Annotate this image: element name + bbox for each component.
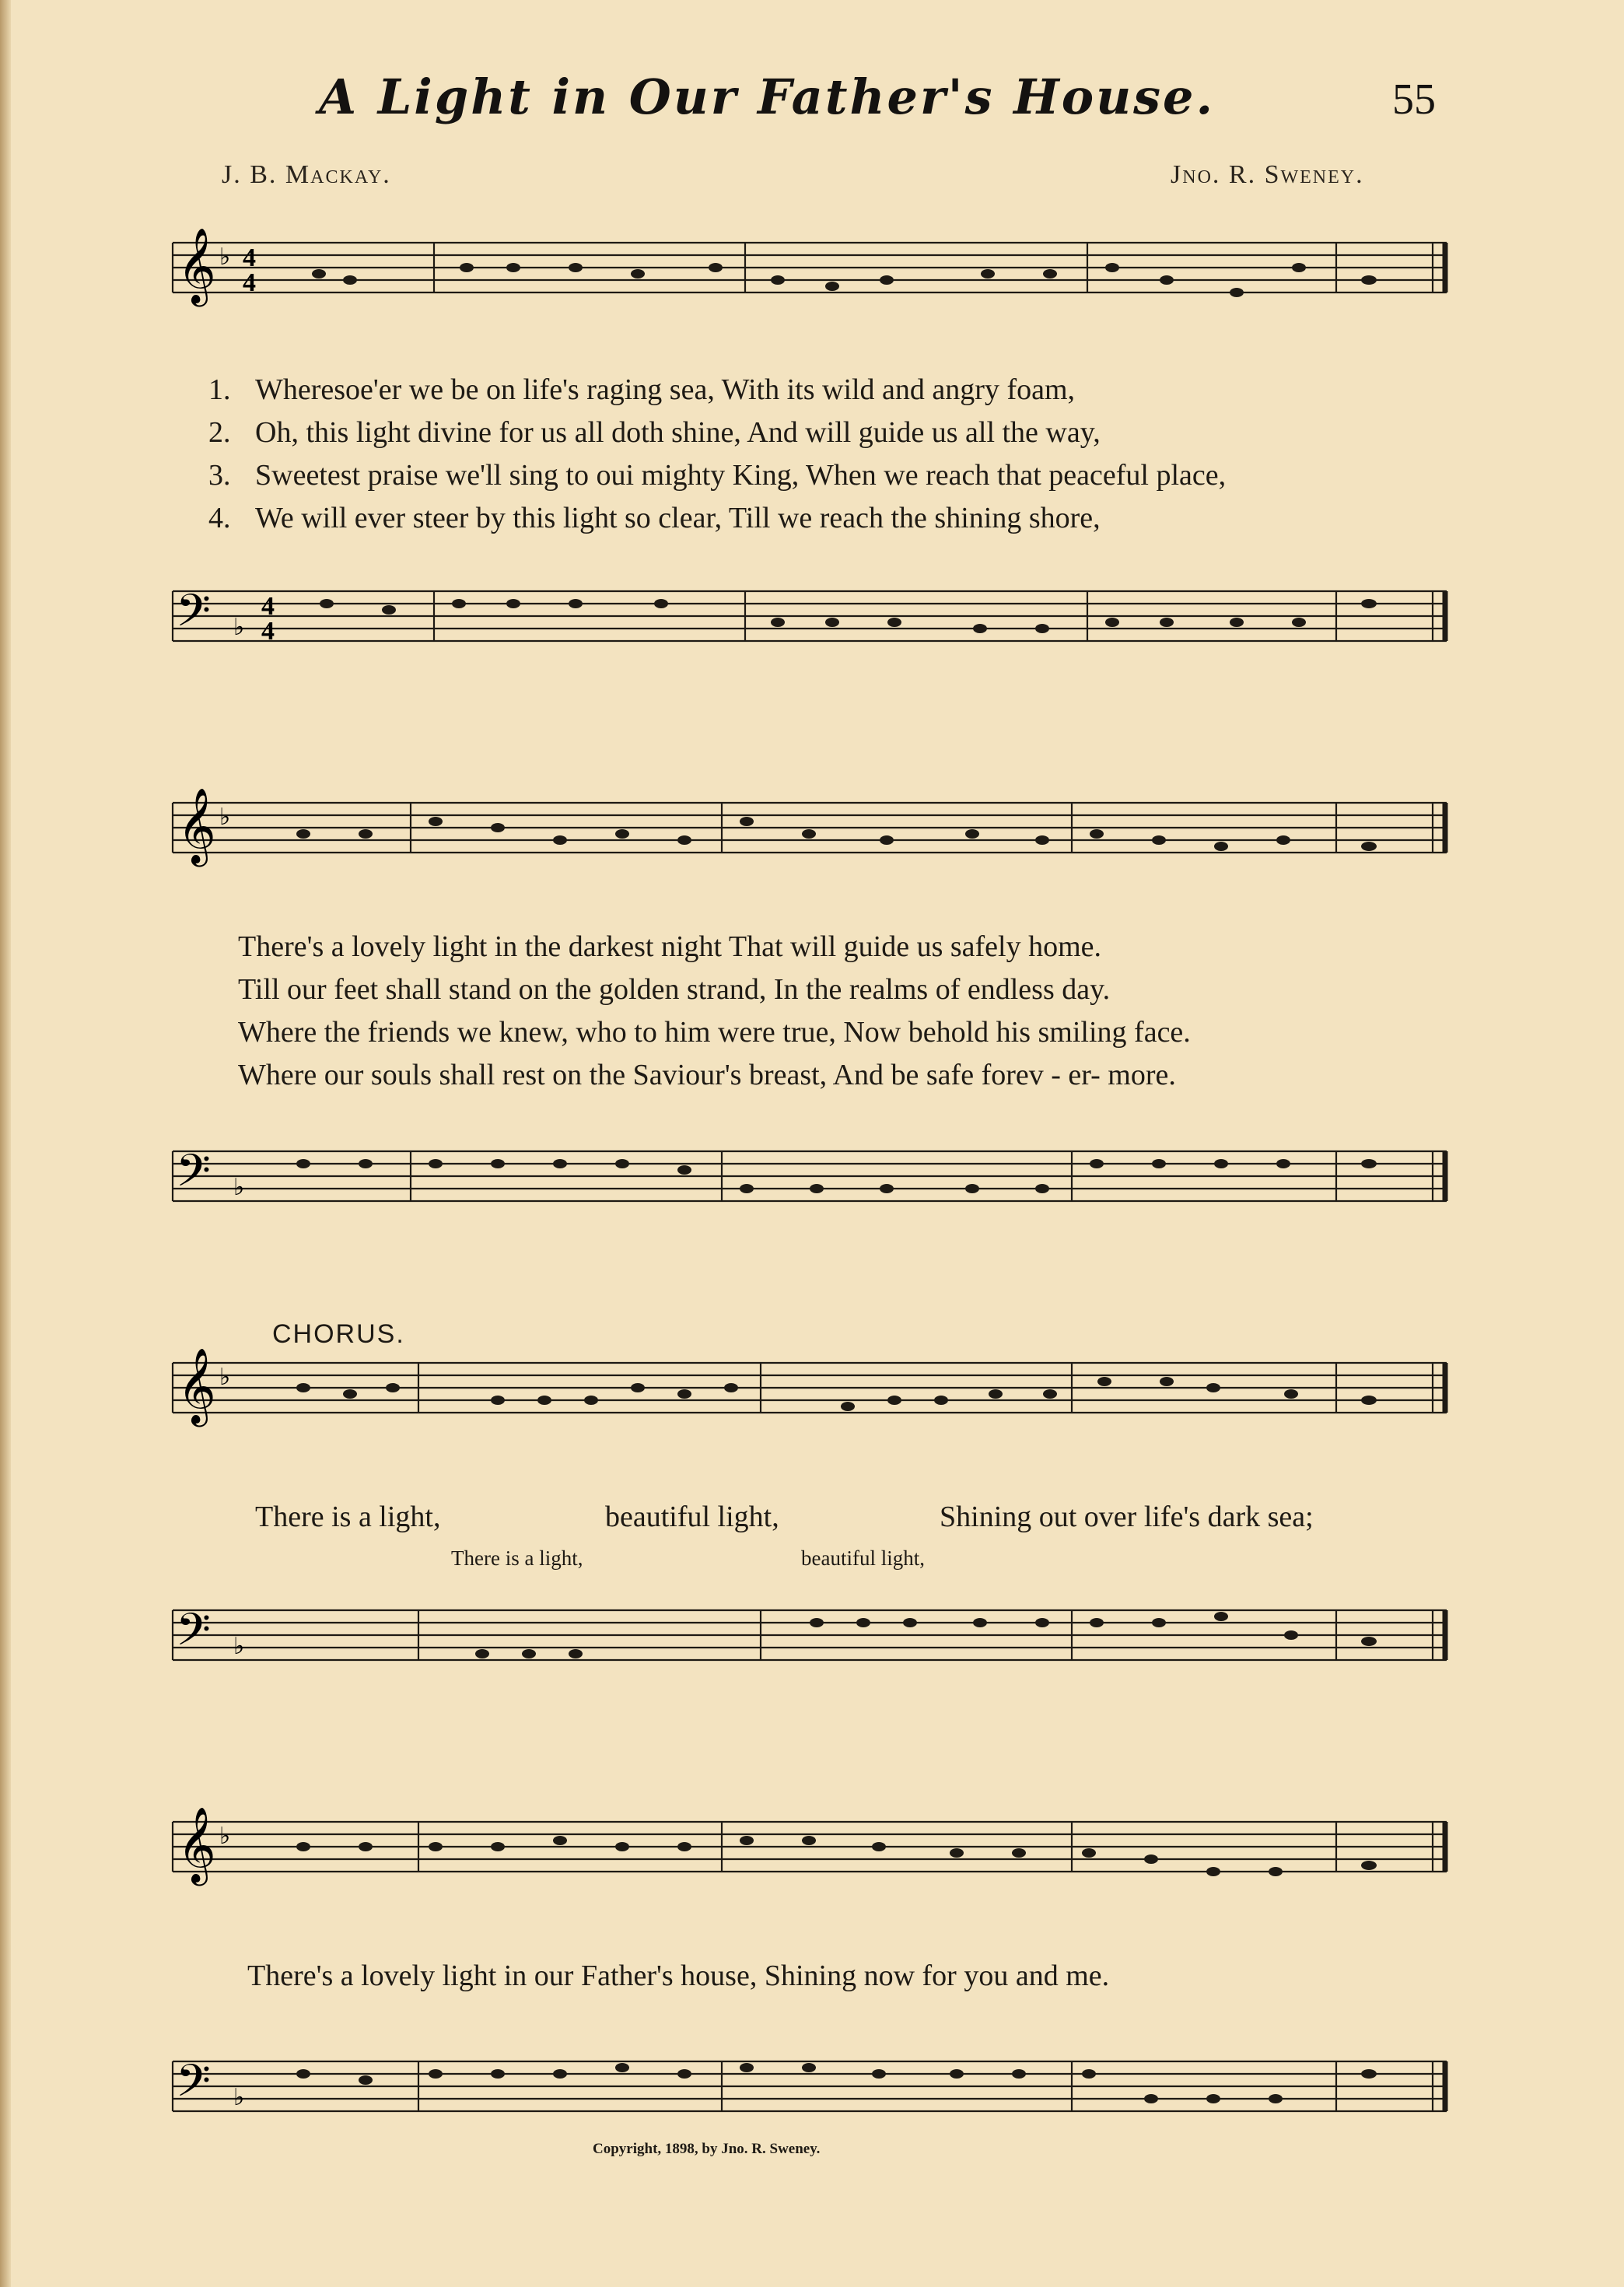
svg-text:𝄞: 𝄞	[177, 787, 216, 863]
svg-text:𝄢: 𝄢	[176, 2054, 212, 2118]
bass-staff-1	[0, 560, 1624, 677]
svg-text:♭: ♭	[219, 243, 231, 271]
verse-line	[208, 454, 1468, 497]
svg-text:♭: ♭	[233, 2084, 245, 2111]
verse-ending-line: Where our souls shall rest on the Saviour's breast, And be safe forev - er- more.	[238, 1059, 1176, 1091]
verse-line	[208, 412, 1468, 454]
svg-text:♭: ♭	[233, 1633, 245, 1660]
bass-echo-2: beautiful light,	[801, 1546, 925, 1570]
verse-text: We will ever steer by this light so clear, Till we reach the shining shore,	[255, 502, 1101, 534]
verse-number: 4.	[208, 502, 231, 534]
verse-ending-list	[238, 926, 1482, 1097]
svg-text:𝄢: 𝄢	[176, 1144, 212, 1208]
bass-staff-4	[0, 2030, 1624, 2147]
bass-staff-3	[0, 1579, 1624, 1696]
bass-echo-1: There is a light,	[451, 1546, 583, 1570]
svg-text:𝄞: 𝄞	[177, 1806, 216, 1882]
svg-text:𝄞: 𝄞	[177, 227, 216, 303]
verse-ending-line: There's a lovely light in the darkest night That will guide us safely home.	[238, 930, 1102, 963]
chorus-lyric-2: beautiful light,	[605, 1501, 779, 1533]
svg-text:𝄞: 𝄞	[177, 1347, 216, 1424]
svg-text:♭: ♭	[233, 1174, 245, 1201]
svg-text:4: 4	[261, 617, 275, 646]
verse-number: 2.	[208, 416, 231, 449]
verse-text: Oh, this light divine for us all doth shine, And will guide us all the way,	[255, 416, 1101, 449]
svg-text:𝄢: 𝄢	[176, 1603, 212, 1667]
composer-credit: Jno. R. Sweney.	[1171, 160, 1364, 189]
verse-line	[208, 497, 1468, 540]
treble-staff-1	[0, 226, 1624, 319]
chorus-label: CHORUS.	[272, 1319, 405, 1349]
verse-number: 1.	[208, 373, 231, 406]
page-number: 55	[1392, 75, 1436, 124]
verse-text: Wheresoe'er we be on life's raging sea, With its wild and angry foam,	[255, 373, 1076, 406]
hymn-title: A Light in Our Father's House.	[319, 68, 1216, 125]
treble-staff-4	[0, 1805, 1624, 1898]
chorus-final-lyric: There's a lovely light in our Father's house, Shining now for you and me.	[247, 1960, 1110, 1992]
svg-text:♭: ♭	[233, 614, 245, 641]
verse-text: Sweetest praise we'll sing to oui mighty King, When we reach that peaceful place,	[255, 459, 1227, 492]
svg-text:4: 4	[243, 243, 256, 272]
verse-ending-line: Where the friends we knew, who to him were true, Now behold his smiling face.	[238, 1016, 1191, 1049]
svg-text:4: 4	[243, 268, 256, 297]
chorus-lyric-1: There is a light,	[255, 1501, 441, 1533]
svg-text:♭: ♭	[219, 804, 231, 831]
bass-staff-2	[0, 1120, 1624, 1237]
lyricist-credit: J. B. Mackay.	[222, 160, 391, 189]
svg-text:♭: ♭	[219, 1364, 231, 1391]
svg-text:4: 4	[261, 592, 275, 621]
treble-staff-3	[0, 1346, 1624, 1439]
svg-text:♭: ♭	[219, 1823, 231, 1850]
verse-list	[208, 369, 1468, 540]
verse-number: 3.	[208, 459, 231, 492]
treble-staff-2	[0, 786, 1624, 879]
verse-line	[208, 369, 1468, 412]
svg-text:𝄢: 𝄢	[176, 584, 212, 648]
verse-ending-line: Till our feet shall stand on the golden strand, In the realms of endless day.	[238, 973, 1111, 1006]
copyright-notice: Copyright, 1898, by Jno. R. Sweney.	[593, 2141, 821, 2157]
chorus-lyric-3: Shining out over life's dark sea;	[940, 1501, 1314, 1533]
